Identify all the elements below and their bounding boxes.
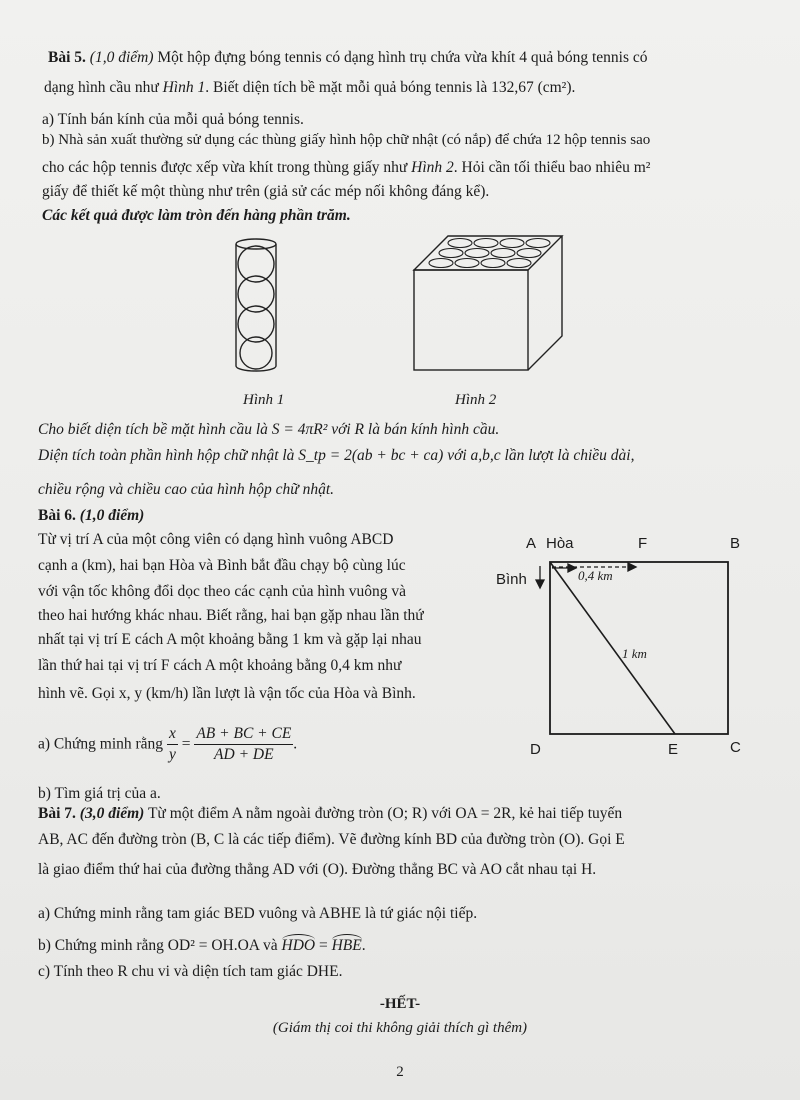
bai5-intro-2b: Hình 1 [162,79,206,96]
bai5-note-3: chiều rộng và chiều cao của hình hộp chữ nhật. [38,481,334,498]
bai6-p4: theo hai hướng khác nhau. Biết rằng, hai bạn gặp nhau lần thứ [38,607,424,624]
bai5-intro-1: Một hộp đựng bóng tennis có dạng hình trụ chứa vừa khít 4 quả bóng tennis có [157,49,648,66]
bai5-line-2 [44,78,575,98]
label-a: A [526,535,537,552]
arc-hdo: HDO [282,934,316,956]
segment-a-e [550,562,675,734]
bai5-part-b-2c: . Hỏi cần tối thiểu bao nhiêu m² [453,159,651,176]
bai5-part-b-3: giấy để thiết kế một thùng như trên (giả sử các mép nối không đáng kể). [42,183,490,200]
label-af-distance: 0,4 km [578,568,613,583]
bai6-points: (1,0 điểm) [79,507,145,524]
bai5-part-b-1: b) Nhà sản xuất thường sử dụng các thùng giấy hình hộp chữ nhật (có nắp) để chứa 12 hộp tennis sao [42,132,651,148]
bai6-p6: lần thứ hai tại vị trí F cách A một khoảng bằng 0,4 km như [38,657,402,674]
bai5-intro-2c: . Biết diện tích bề mặt mỗi quả bóng tennis là 132,67 (cm²). [205,79,576,96]
label-hoa: Hòa [546,535,574,552]
frac-right-den: AD + DE [214,746,274,763]
frac-left-den: y [168,746,176,763]
bai7-part-b [38,934,366,956]
arc-hbe: HBE [332,934,362,956]
bai6-part-a-prefix: a) Chứng minh rằng [38,735,164,753]
bai6-p5: nhất tại vị trí E cách A một khoảng bằng 1 km và gặp lại nhau [38,631,422,648]
bai6-p7: hình vẽ. Gọi x, y (km/h) lần lượt là vận tốc của Hòa và Bình. [38,685,416,702]
fraction-x-over-y [167,724,178,765]
label-c: C [730,739,741,756]
figure-2-caption: Hình 2 [455,392,497,408]
label-ae-distance: 1 km [622,646,647,661]
arc-equals: = [315,937,332,954]
page-number: 2 [396,1064,404,1080]
bai7-part-a: a) Chứng minh rằng tam giác BED vuông và ABHE là tứ giác nội tiếp. [38,905,478,922]
bai5-header: Bài 5. [48,49,86,66]
bai7-part-c: c) Tính theo R chu vi và diện tích tam giác DHE. [38,963,343,980]
label-e: E [668,741,679,758]
bai5-line-1 [48,48,648,68]
bai5-note-2: Diện tích toàn phần hình hộp chữ nhật là S_tp = 2(ab + bc + ca) với a,b,c lần lượt là chiều dài, [38,447,635,464]
bai7-p2: AB, AC đến đường tròn (B, C là các tiếp điểm). Vẽ đường kính BD của đường tròn (O). Gọi E [38,831,625,848]
equals-sign: = [181,735,191,753]
end-marker: -HẾT- [379,996,421,1012]
bai7-line-1 [38,804,622,824]
label-f: F [638,535,648,552]
bai5-points: (1,0 điểm) [89,49,154,66]
hoa-arrow-head [568,564,576,572]
af-dashed-arrow-head [628,563,636,571]
figure-1-cylinder [228,236,284,376]
bai6-header: Bài 6. [38,507,76,524]
bai7-part-b-suffix: . [361,937,366,954]
binh-arrow-head [536,580,544,588]
figure-1-caption: Hình 1 [243,392,285,408]
bai7-p1: Từ một điểm A nằm ngoài đường tròn (O; R) với OA = 2R, kẻ hai tiếp tuyến [147,805,623,822]
label-b: B [730,535,741,552]
label-d: D [530,741,541,758]
bai6-heading [38,506,144,526]
bai6-p2: cạnh a (km), hai bạn Hòa và Bình bắt đầu chạy bộ cùng lúc [38,557,406,574]
bai7-part-b-prefix: b) Chứng minh rằng OD² = OH.OA và [38,937,278,954]
bai6-p3: với vận tốc không đổi dọc theo các cạnh của hình vuông và [38,583,407,600]
bai5-intro-2a: dạng hình cầu như [44,79,163,96]
bai5-note-1: Cho biết diện tích bề mặt hình cầu là S = 4πR² với R là bán kính hình cầu. [38,421,500,438]
bai7-points: (3,0 điểm) [79,805,145,822]
square-abcd-diagram [490,526,770,766]
bai6-part-a: a) Chứng minh rằng $\frac{x}{y}$ = $\frac{AB + BC + CE}{AD + DE}$ . [38,725,298,763]
bai5-part-b-2 [42,158,650,178]
bai5-part-b-2a: cho các hộp tennis được xếp vừa khít trong thùng giấy như [42,159,412,176]
frac-left-num: x [167,724,178,745]
label-binh: Bình [496,571,527,588]
bai7-p3: là giao điểm thứ hai của đường thẳng AD với (O). Đường thẳng BC và AO cắt nhau tại H. [38,861,597,878]
bai6-p1: Từ vị trí A của một công viên có dạng hình vuông ABCD [38,531,394,548]
frac-right-num: AB + BC + CE [194,724,293,745]
bai5-part-b-2b: Hình 2 [411,159,454,176]
fraction-path-ratio [194,724,293,765]
figure-2-box [408,232,568,374]
bai7-header: Bài 7. [38,805,76,822]
bai5-part-a: a) Tính bán kính của mỗi quả bóng tennis. [42,111,304,128]
bai6-part-b: b) Tìm giá trị của a. [38,785,161,802]
bai5-rounding-note: Các kết quả được làm tròn đến hàng phần trăm. [42,207,351,224]
proctor-note: (Giám thị coi thi không giải thích gì thêm) [272,1020,528,1036]
